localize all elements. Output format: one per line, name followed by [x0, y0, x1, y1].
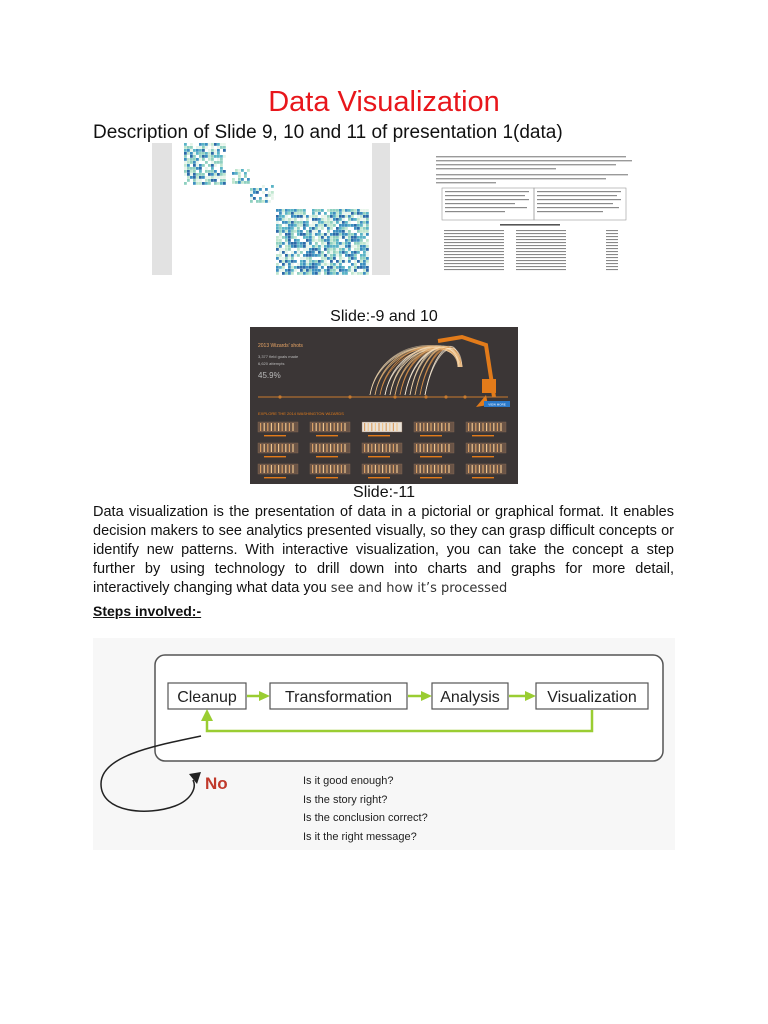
slide-9-10-caption: Slide:-9 and 10 [330, 308, 438, 325]
question-story-right: Is the story right? [303, 794, 388, 806]
body-paragraph [93, 503, 674, 598]
slide-text-thumbnail [430, 150, 638, 272]
wizards-header: 2013 Wizards' shots [258, 343, 303, 349]
heatmap-matrix [172, 143, 372, 275]
paragraph-main-text: Data visualization is the presentation of data in a pictorial or graphical format. It enables decision makers to see analytics presented visually, so they can grasp difficult concepts or identify new patterns. With interactive visualization, you can take the concept a step further by using technology to drill down into charts and graphs for more detail, interactively changing what data you [93, 504, 674, 596]
question-conclusion-correct: Is the conclusion correct? [303, 812, 428, 824]
step-visualization: Visualization [547, 689, 637, 706]
step-cleanup: Cleanup [177, 689, 237, 706]
step-transformation: Transformation [285, 689, 392, 706]
wizards-shots-graphic [250, 327, 518, 484]
steps-heading: Steps involved:- [93, 603, 202, 619]
explore-heading: EXPLORE THE 2014 WASHINGTON WIZARDS [258, 411, 344, 416]
no-label: No [205, 774, 228, 793]
slide-text-graphic [430, 150, 638, 272]
paragraph-tail-text: see and how it’s processed [330, 581, 508, 596]
wizards-stat-made: 3,377 field goals made [258, 354, 299, 359]
wizards-stat-attempts: 6,620 attempts [258, 361, 285, 366]
question-right-message: Is it the right message? [303, 831, 417, 843]
view-more-button: VIEW MORE [488, 402, 506, 407]
process-flow-graphic [93, 638, 675, 850]
heatmap-graphic [172, 143, 372, 275]
wizards-percentage: 45.9% [258, 371, 281, 380]
process-flow-diagram [93, 638, 675, 850]
slide-11-caption: Slide:-11 [353, 484, 415, 501]
page-subtitle: Description of Slide 9, 10 and 11 of presentation 1(data) [93, 122, 563, 143]
wizards-shots-slide-image [250, 327, 518, 484]
question-good-enough: Is it good enough? [303, 775, 394, 787]
page-title: Data Visualization [268, 86, 500, 118]
step-analysis: Analysis [440, 689, 500, 706]
